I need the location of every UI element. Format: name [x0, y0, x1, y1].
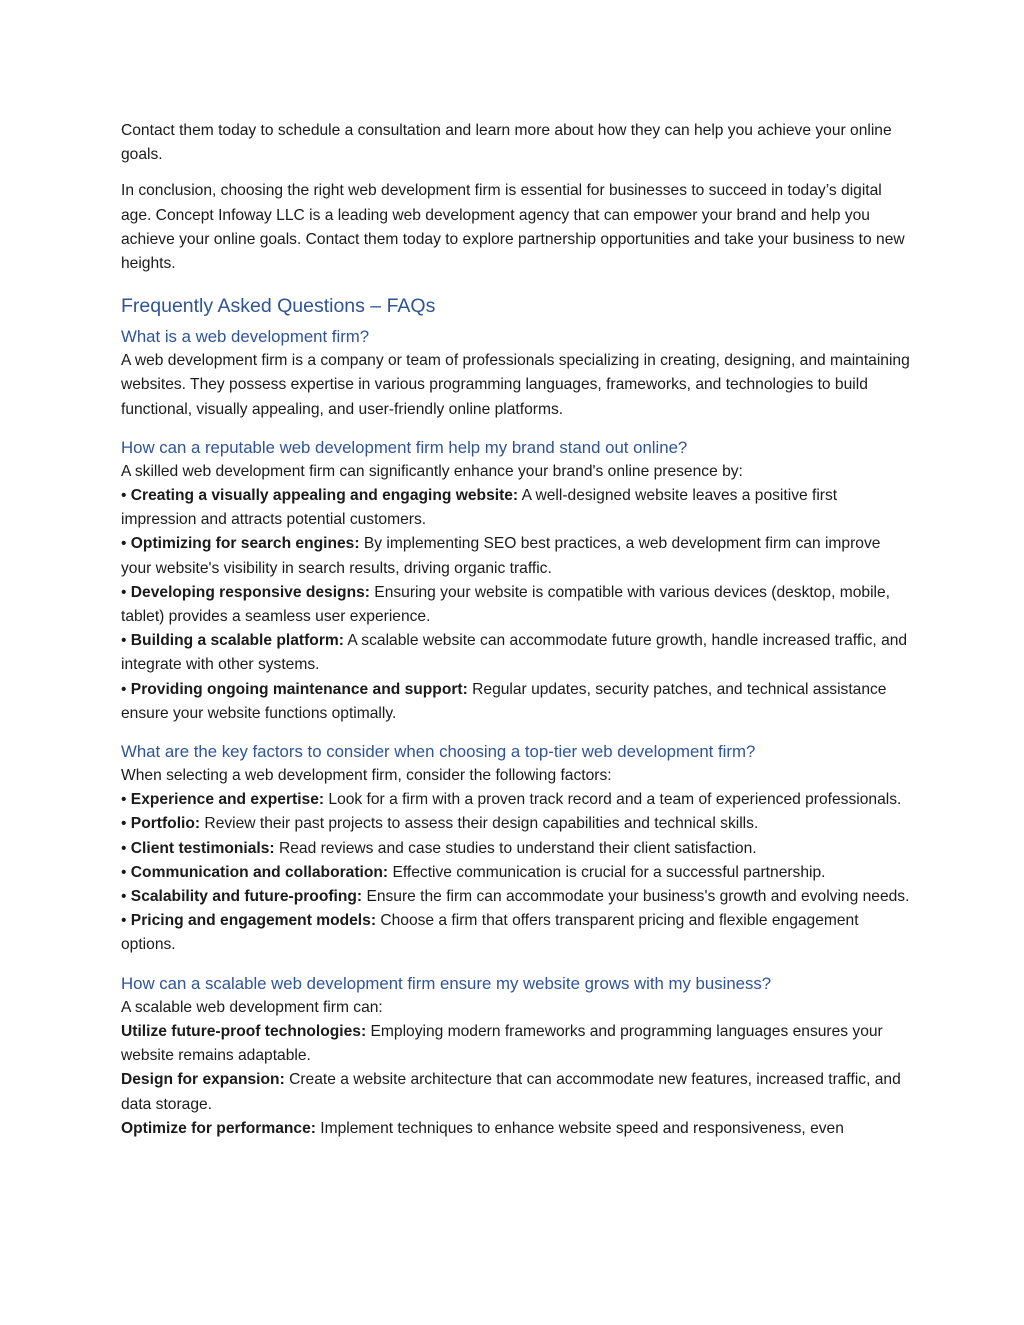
faq-question: How can a reputable web development firm help my brand stand out online?	[121, 437, 688, 457]
bullet-marker: •	[121, 583, 131, 601]
answer-line	[121, 581, 911, 629]
intro-paragraph: Contact them today to schedule a consultation and learn more about how they can help you achieve your online goals.	[121, 122, 892, 164]
answer-term: Creating a visually appealing and engaging website:	[130, 487, 519, 505]
answer-text: Choose a firm that offers transparent pricing and flexible engagement options.	[121, 912, 859, 954]
answer-text: Regular updates, security patches, and technical assistance ensure your website functions optimally.	[121, 680, 887, 722]
answer-term: Building a scalable platform:	[130, 632, 344, 650]
answer-line	[121, 885, 911, 909]
faq-question: What is a web development firm?	[121, 327, 370, 347]
faq-answer	[121, 764, 911, 958]
bullet-marker: •	[121, 535, 131, 553]
answer-line	[121, 909, 911, 957]
answer-line	[121, 764, 911, 788]
answer-line	[121, 460, 911, 484]
answer-term: Utilize future-proof technologies:	[121, 1022, 367, 1040]
answer-text: A scalable website can accommodate future growth, handle increased traffic, and integrate with other systems.	[121, 632, 908, 674]
answer-text: Employing modern frameworks and programming languages ensures your website remains adaptable.	[121, 1022, 883, 1065]
bullet-marker: •	[121, 863, 131, 881]
answer-term: Client testimonials:	[130, 839, 275, 857]
document-page	[121, 119, 911, 1154]
bullet-marker: •	[121, 912, 131, 930]
faq-question: How can a scalable web development firm ensure my website grows with my business?	[121, 973, 772, 993]
answer-line	[121, 837, 911, 861]
answer-line	[121, 678, 911, 726]
faq-answer	[121, 996, 911, 1141]
answer-text: When selecting a web development firm, consider the following factors:	[121, 767, 612, 785]
bullet-marker: •	[121, 839, 131, 857]
bullet-marker: •	[121, 815, 131, 833]
answer-term: Developing responsive designs:	[130, 583, 370, 601]
answer-text: Create a website architecture that can accommodate new features, increased traffic, and data storage.	[121, 1071, 901, 1113]
conclusion-paragraph: In conclusion, choosing the right web development firm is essential for businesses to succeed in today’s digital age. Concept Infoway LLC is a leading web development agency that can empower your brand and help you achieve your online goals. Contact them today to explore partnership opportunities and take your business to new heights.	[121, 182, 905, 273]
answer-term: Communication and collaboration:	[130, 863, 389, 881]
answer-term: Providing ongoing maintenance and support:	[130, 680, 468, 698]
answer-line	[121, 1020, 911, 1068]
faq-answer	[121, 349, 911, 422]
answer-line	[121, 1068, 911, 1116]
answer-line	[121, 532, 911, 580]
answer-text: By implementing SEO best practices, a web development firm can improve your website's visibility in search results, driving organic traffic.	[121, 535, 881, 577]
answer-term: Design for expansion:	[121, 1071, 285, 1089]
answer-term: Optimize for performance:	[121, 1119, 316, 1137]
answer-term: Scalability and future-proofing:	[130, 888, 363, 906]
answer-term: Pricing and engagement models:	[130, 912, 377, 930]
answer-line	[121, 629, 911, 677]
answer-term: Optimizing for search engines:	[130, 535, 360, 553]
answer-line	[121, 1117, 911, 1141]
answer-text: A scalable web development firm can:	[121, 998, 383, 1016]
bullet-marker: •	[121, 791, 131, 809]
faq-heading: Frequently Asked Questions – FAQs	[121, 295, 436, 318]
answer-text: Ensuring your website is compatible with various devices (desktop, mobile, tablet) provides a seamless user experience.	[121, 583, 890, 626]
answer-text: A well-designed website leaves a positive first impression and attracts potential customers.	[121, 487, 838, 529]
bullet-marker: •	[121, 487, 131, 505]
faq-answer	[121, 460, 911, 726]
answer-term: Portfolio:	[130, 815, 201, 833]
bullet-marker: •	[121, 632, 131, 650]
answer-term: Experience and expertise:	[130, 791, 325, 809]
answer-text: Ensure the firm can accommodate your business's growth and evolving needs.	[362, 888, 910, 906]
answer-line	[121, 349, 911, 422]
answer-text: A skilled web development firm can significantly enhance your brand's online presence by:	[121, 462, 743, 480]
faq-list	[121, 324, 911, 1141]
answer-line	[121, 861, 911, 885]
answer-line	[121, 484, 911, 532]
answer-text: Read reviews and case studies to understand their client satisfaction.	[274, 839, 757, 857]
answer-line	[121, 996, 911, 1020]
answer-text: Review their past projects to assess their design capabilities and technical skills.	[200, 815, 759, 833]
answer-line	[121, 788, 911, 812]
bullet-marker: •	[121, 888, 131, 906]
answer-text: Implement techniques to enhance website speed and responsiveness, even	[315, 1119, 844, 1137]
faq-question: What are the key factors to consider when choosing a top-tier web development firm?	[121, 742, 756, 762]
answer-text: A web development firm is a company or team of professionals specializing in creating, designing, and maintaining websites. They possess expertise in various programming languages, frameworks, and technologies to build functional, visually appealing, and user-friendly online platforms.	[121, 352, 910, 418]
bullet-marker: •	[121, 680, 131, 698]
answer-line	[121, 812, 911, 836]
answer-text: Look for a firm with a proven track record and a team of experienced professionals.	[324, 791, 902, 809]
answer-text: Effective communication is crucial for a successful partnership.	[388, 863, 826, 881]
